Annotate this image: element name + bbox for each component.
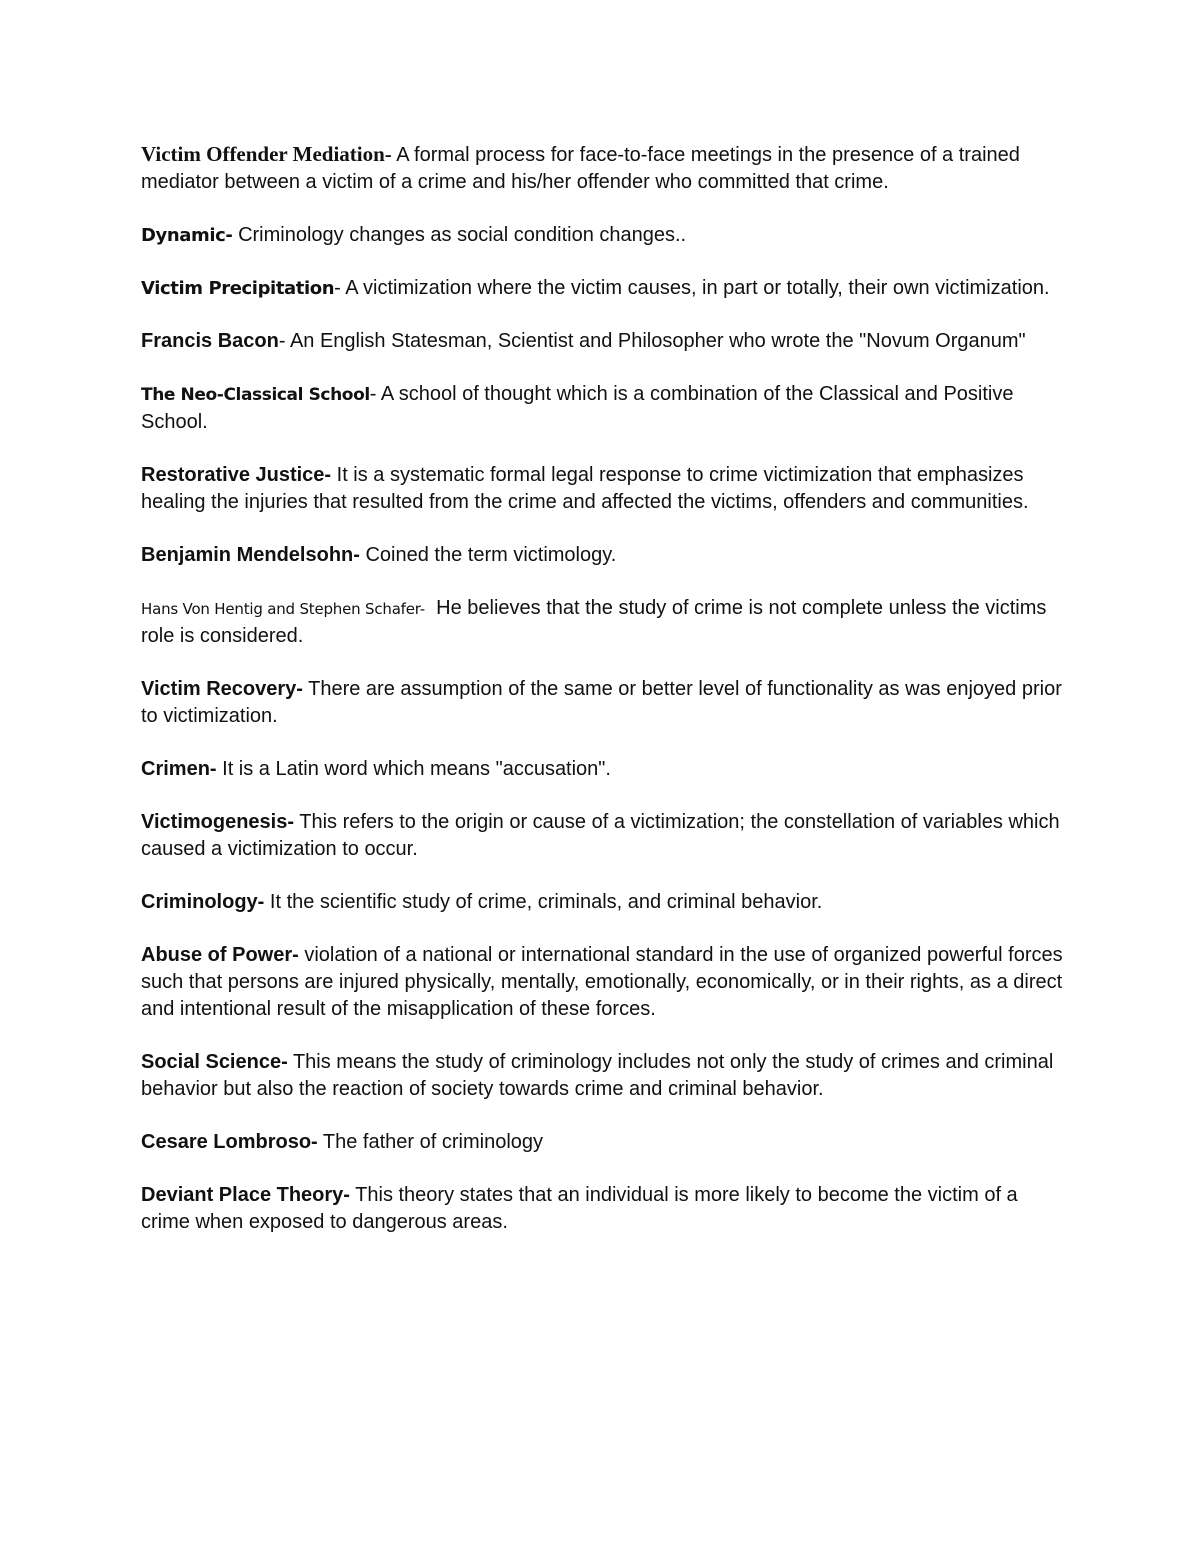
term: Benjamin Mendelsohn- bbox=[141, 544, 360, 566]
entry-crimen bbox=[141, 756, 1066, 783]
entry-criminology bbox=[141, 889, 1066, 916]
definition: It is a systematic formal legal response to crime victimization that emphasizes healing the injuries that resulted from the crime and affected the victims, offenders and communities. bbox=[141, 464, 1029, 513]
definition: There are assumption of the same or better level of functionality as was enjoyed prior to victimization. bbox=[141, 678, 1062, 727]
term: Abuse of Power- bbox=[141, 944, 299, 966]
entry-victim-offender-mediation bbox=[141, 141, 1066, 196]
definition: This theory states that an individual is more likely to become the victim of a crime when exposed to dangerous areas. bbox=[141, 1184, 1018, 1233]
definition: - An English Statesman, Scientist and Philosopher who wrote the "Novum Organum" bbox=[278, 330, 1026, 352]
entry-victim-precipitation bbox=[141, 275, 1066, 302]
entry-victim-recovery bbox=[141, 676, 1066, 730]
term: The Neo-Classical School bbox=[141, 385, 370, 405]
term: Francis Bacon bbox=[141, 330, 279, 352]
term: Restorative Justice- bbox=[141, 464, 332, 486]
entry-restorative-justice bbox=[141, 462, 1066, 516]
term: Victim Offender Mediation- bbox=[141, 142, 392, 166]
definition: The father of criminology bbox=[317, 1131, 544, 1153]
definition: He believes that the study of crime is not complete unless the victims role is considered. bbox=[141, 597, 1052, 647]
entry-francis-bacon bbox=[141, 328, 1066, 355]
entry-abuse-of-power bbox=[141, 942, 1066, 1023]
entry-social-science bbox=[141, 1049, 1066, 1103]
term: Criminology- bbox=[141, 891, 265, 913]
term: Dynamic- bbox=[141, 225, 233, 246]
entry-victimogenesis bbox=[141, 809, 1066, 863]
entry-cesare-lombroso bbox=[141, 1129, 1066, 1156]
term: Social Science- bbox=[141, 1051, 288, 1073]
glossary-body bbox=[141, 141, 1066, 1262]
term: Deviant Place Theory- bbox=[141, 1184, 350, 1206]
definition: Coined the term victimology. bbox=[359, 544, 617, 566]
entry-hans-von-hentig bbox=[141, 595, 1066, 650]
definition: violation of a national or international standard in the use of organized powerful forces such that persons are injured physically, mentally, emotionally, economically, or in their rights, as a direct and intentional result of the misapplication of these forces. bbox=[141, 944, 1063, 1020]
term: Cesare Lombroso- bbox=[141, 1131, 318, 1153]
entry-benjamin-mendelsohn bbox=[141, 542, 1066, 569]
term: Victimogenesis- bbox=[141, 811, 295, 833]
definition: A formal process for face-to-face meetings in the presence of a trained mediator between a victim of a crime and his/her offender who committed that crime. bbox=[141, 144, 1020, 193]
term: Victim Recovery- bbox=[141, 678, 303, 700]
entry-neo-classical-school bbox=[141, 381, 1066, 436]
definition: - A school of thought which is a combination of the Classical and Positive School. bbox=[141, 383, 1014, 433]
definition: It is a Latin word which means "accusation". bbox=[216, 758, 611, 780]
entry-deviant-place-theory bbox=[141, 1182, 1066, 1236]
term: Crimen- bbox=[141, 758, 217, 780]
term: Victim Precipitation bbox=[141, 278, 335, 299]
definition: This refers to the origin or cause of a victimization; the constellation of variables which caused a victimization to occur. bbox=[141, 811, 1060, 860]
term: Hans Von Hentig and Stephen Schafer- bbox=[141, 600, 426, 618]
definition: It the scientific study of crime, criminals, and criminal behavior. bbox=[264, 891, 823, 913]
definition: Criminology changes as social condition changes.. bbox=[232, 224, 687, 246]
definition: This means the study of criminology includes not only the study of crimes and criminal behavior but also the reaction of society towards crime and criminal behavior. bbox=[141, 1051, 1054, 1100]
definition: - A victimization where the victim causes, in part or totally, their own victimization. bbox=[334, 277, 1050, 299]
entry-dynamic bbox=[141, 222, 1066, 249]
